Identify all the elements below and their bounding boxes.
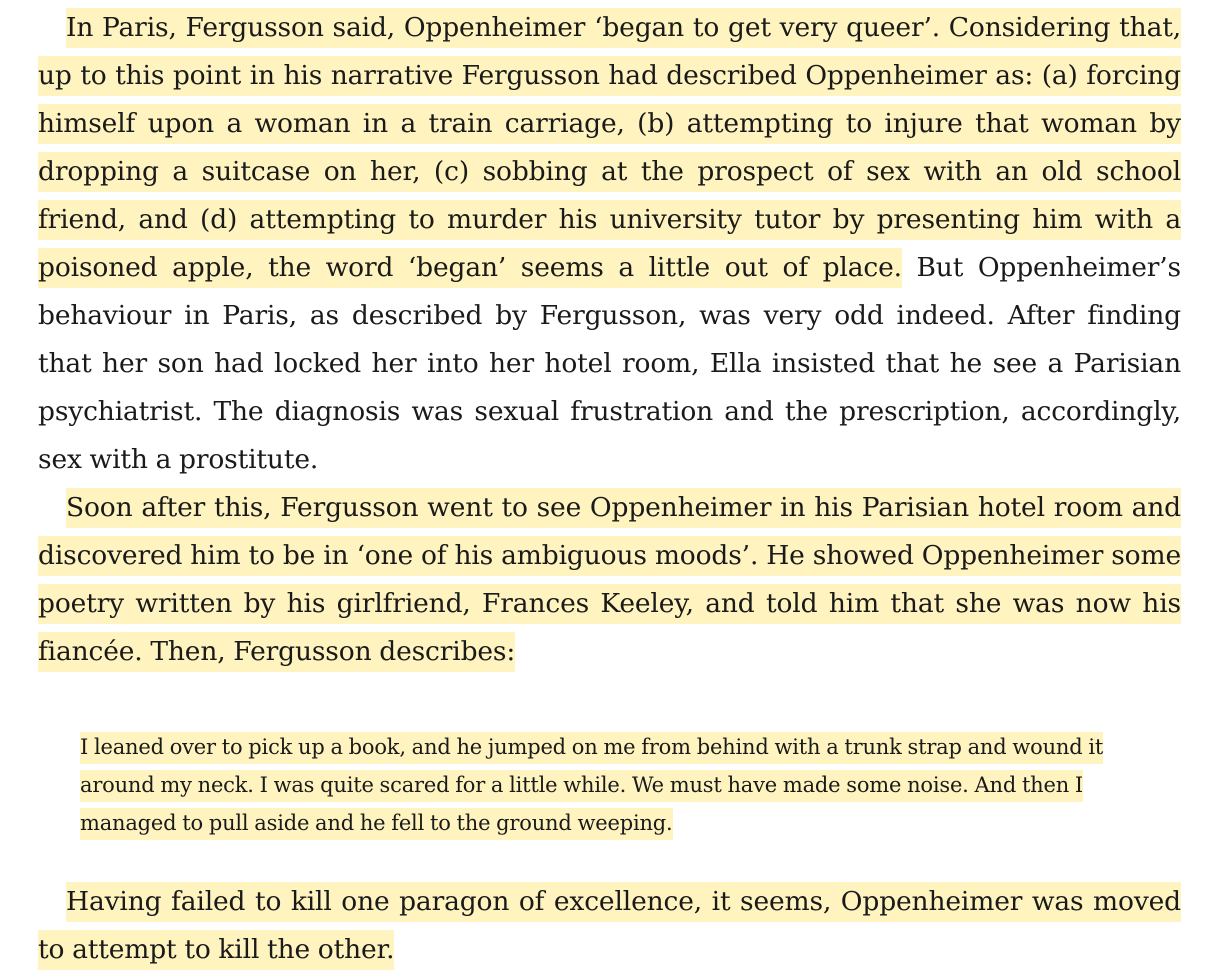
highlighted-passage[interactable]: In Paris, Fergusson said, Oppenheimer ‘began to get very queer’. Considering that, up to this point in his narrative Fergusson had described Oppenheimer as: (a) forcing himself upon a woman in a train carriage, (b) attempting to injure that woman by dropping a suitcase on her, (c) sobbing at the prospect of sex with an old school friend, and (d) attempting to murder his university tutor by presenting him with a poisoned apple, the word ‘began’ seems a little out of place.: [38, 8, 1181, 288]
document-page: [38, 4, 1181, 974]
blockquote: [80, 728, 1126, 842]
highlighted-quote[interactable]: I leaned over to pick up a book, and he jumped on me from behind with a trunk strap and wound it around my neck. I was quite scared for a little while. We must have made some noise. And then I managed to pull aside and he fell to the ground weeping.: [80, 732, 1103, 840]
body-text: But Oppenheimer’s behaviour in Paris, as described by Fergusson, was very odd indeed. After finding that her son had locked her into her hotel room, Ella insisted that he see a Parisian psychiatrist. The diagnosis was sexual frustration and the prescription, accordingly, sex with a prostitute.: [38, 252, 1182, 475]
highlighted-passage[interactable]: Having failed to kill one paragon of excellence, it seems, Oppenheimer was moved to attempt to kill the other.: [38, 882, 1181, 970]
paragraph-closing: [38, 878, 1181, 974]
paragraph-hotel-room: [38, 484, 1181, 676]
highlighted-passage[interactable]: Soon after this, Fergusson went to see Oppenheimer in his Parisian hotel room and discovered him to be in ‘one of his ambiguous moods’. He showed Oppenheimer some poetry written by his girlfriend, Frances Keeley, and told him that she was now his fiancée. Then, Fergusson describes:: [38, 488, 1181, 672]
paragraph-paris: [38, 4, 1181, 484]
